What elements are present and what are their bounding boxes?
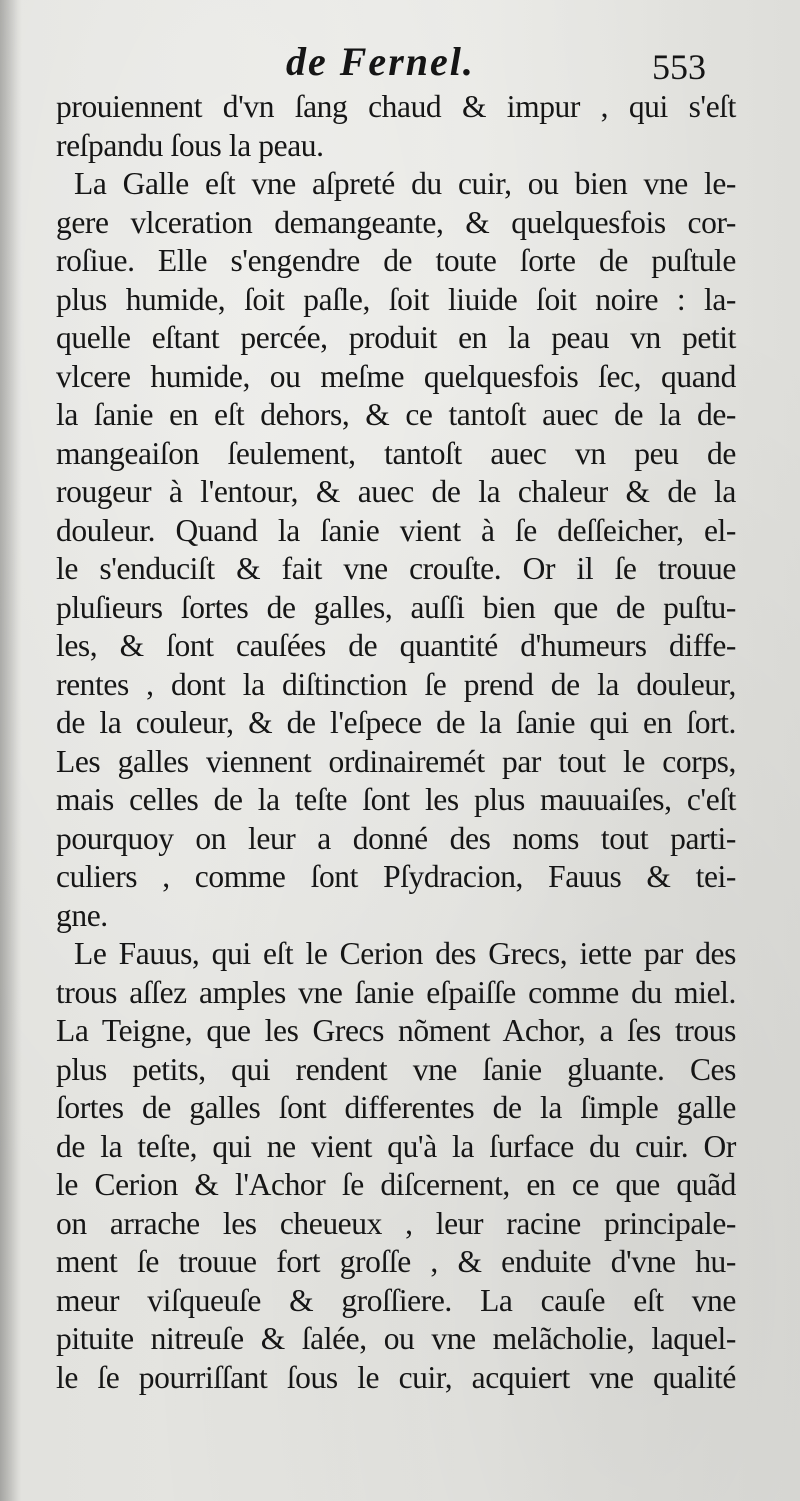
body-text (56, 88, 736, 1397)
text-line: le Cerion & l'Achor ſe diſcernent, en ce que quãd (56, 1167, 736, 1202)
text-line: plus humide, ſoit paſle, ſoit liuide ſoit noire : la- (56, 281, 736, 317)
text-line: pituite nitreuſe & ſalée, ou vne melãcholie, laquel- (56, 1321, 736, 1356)
text-line: le s'enduciſt & fait vne crouſte. Or il ſe trouue (56, 551, 736, 586)
text-line: ment ſe trouue fort groſſe , & enduite d'vne hu- (56, 1244, 736, 1279)
text-line: mais celles de la teſte ſont les plus mauuaiſes, c'eſt (56, 782, 736, 817)
text-line: le ſe pourriſſant ſous le cuir, acquiert vne qualité (56, 1359, 736, 1395)
text-line: pluſieurs ſortes de galles, auſſi bien que de puſtu- (56, 589, 736, 625)
text-line: trous aſſez amples vne ſanie eſpaiſſe comme du miel. (56, 974, 736, 1010)
text-line: la ſanie en eſt dehors, & ce tantoſt auec de la de- (56, 397, 736, 432)
text-line: rentes , dont la diſtinction ſe prend de la douleur, (56, 666, 736, 702)
text-line: reſpandu ſous la peau. (56, 127, 324, 163)
text-line: de la teſte, qui ne vient qu'à la ſurface du cuir. Or (56, 1128, 736, 1164)
text-line: Les galles viennent ordinairemét par tout le corps, (56, 743, 736, 779)
text-line: Le Fauus, qui eſt le Cerion des Grecs, iette par des (74, 936, 736, 971)
text-line: les, & ſont cauſées de quantité d'humeurs diffe- (56, 628, 736, 663)
page-number: 553 (652, 47, 706, 87)
running-title: de Fernel. (286, 39, 475, 84)
text-line: de la couleur, & de l'eſpece de la ſanie qui en ſort. (56, 705, 736, 740)
text-line: roſiue. Elle s'engendre de toute ſorte de puſtule (56, 243, 736, 278)
text-line: douleur. Quand la ſanie vient à ſe deſſeicher, el- (56, 512, 736, 548)
text-line: quelle eſtant percée, produit en la peau vn petit (56, 320, 736, 355)
text-line: ſortes de galles ſont differentes de la ſimple galle (56, 1090, 736, 1125)
text-line: La Teigne, que les Grecs nõment Achor, a ſes trous (56, 1013, 736, 1048)
running-head (0, 38, 800, 88)
text-line: La Galle eſt vne aſpreté du cuir, ou bien vne le- (74, 166, 736, 201)
text-line: on arrache les cheueux , leur racine principale- (56, 1205, 736, 1241)
gutter-shadow (0, 0, 22, 1501)
text-line: rougeur à l'entour, & auec de la chaleur & de la (56, 474, 736, 509)
text-line: prouiennent d'vn ſang chaud & impur , qui s'eſt (56, 89, 736, 124)
text-line: culiers , comme ſont Pſydracion, Fauus & tei- (56, 859, 736, 894)
text-line: meur viſqueuſe & groſſiere. La cauſe eſt vne (56, 1282, 736, 1318)
text-line: plus petits, qui rendent vne ſanie gluante. Ces (56, 1051, 736, 1087)
text-line: gne. (56, 897, 108, 933)
text-line: mangeaiſon ſeulement, tantoſt auec vn peu de (56, 435, 736, 471)
text-line: gere vlceration demangeante, & quelquesfois cor- (56, 204, 736, 240)
text-line: vlcere humide, ou meſme quelquesfois ſec, quand (56, 358, 736, 394)
text-line: pourquoy on leur a donné des noms tout parti- (56, 820, 736, 856)
